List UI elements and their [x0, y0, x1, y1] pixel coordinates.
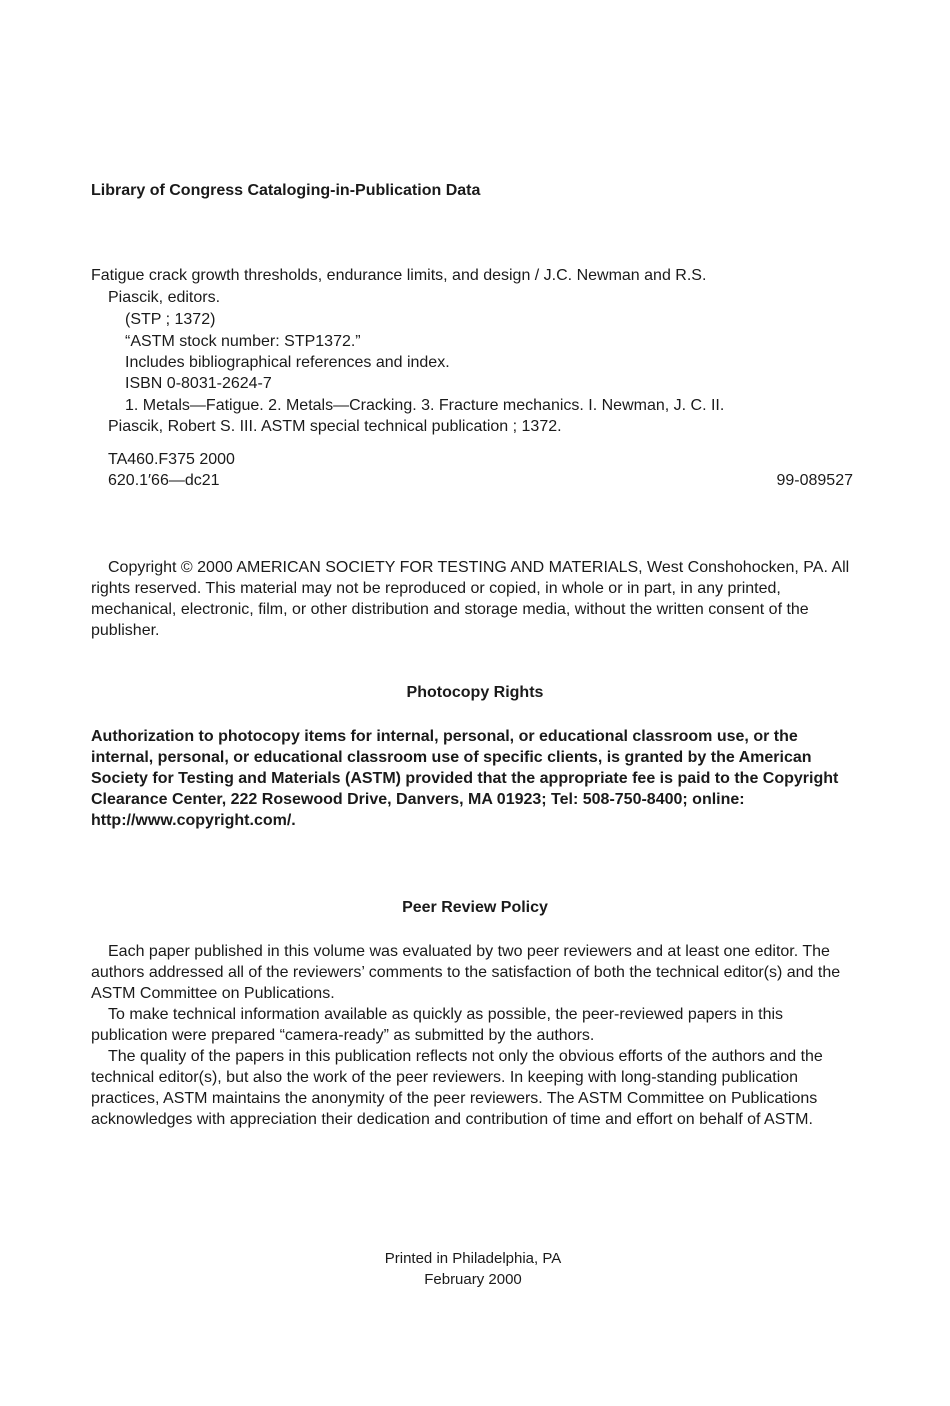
cip-heading: Library of Congress Cataloging-in-Publication Data: [91, 182, 481, 199]
peer-review-paragraph-1: Each paper published in this volume was evaluated by two peer reviewers and at least one editor. The authors addressed all of the reviewers’ comments to the satisfaction of both the technical editor(s) and the ASTM Committee on Publications.: [91, 943, 841, 1002]
cip-lccn: 99-089527: [776, 472, 853, 489]
copyright-notice: Copyright © 2000 AMERICAN SOCIETY FOR TESTING AND MATERIALS, West Conshohocken, PA. All rights reserved. This material may not be reproduced or copied, in whole or in part, in any printed, mechanical, electronic, film, or other distribution and storage media, without the written consent of the publisher.: [91, 559, 850, 639]
imprint-place: Printed in Philadelphia, PA: [384, 1250, 562, 1267]
photocopy-authorization: Authorization to photocopy items for internal, personal, or educational classroom use, or the internal, personal, or educational classroom use of specific clients, is granted by the American Society for Testing and Materials (ASTM) provided that the appropriate fee is paid to the Copyright Clearance Center, 222 Rosewood Drive, Danvers, MA 01923; Tel: 508-750-8400; online: http://www.copyright.com/.: [91, 728, 839, 829]
cip-title-line-2: Piascik, editors.: [108, 289, 221, 306]
cip-includes: Includes bibliographical references and index.: [125, 354, 450, 371]
cip-stock-number: “ASTM stock number: STP1372.”: [125, 333, 361, 350]
imprint-date: February 2000: [424, 1271, 522, 1288]
cip-subjects-line-2: Piascik, Robert S. III. ASTM special technical publication ; 1372.: [108, 418, 562, 435]
cip-title-line-1: Fatigue crack growth thresholds, endurance limits, and design / J.C. Newman and R.S.: [91, 267, 707, 284]
peer-review-heading: Peer Review Policy: [402, 899, 548, 916]
cip-call-number: TA460.F375 2000: [108, 451, 235, 468]
cip-series: (STP ; 1372): [125, 311, 216, 328]
peer-review-paragraph-2: To make technical information available as quickly as possible, the peer-reviewed papers in this publication were prepared “camera-ready” as submitted by the authors.: [91, 1006, 784, 1044]
cip-subjects-line-1: 1. Metals—Fatigue. 2. Metals—Cracking. 3. Fracture mechanics. I. Newman, J. C. II.: [125, 397, 725, 414]
cip-isbn: ISBN 0-8031-2624-7: [125, 375, 272, 392]
photocopy-heading: Photocopy Rights: [406, 684, 544, 701]
cip-dewey: 620.1′66—dc21: [108, 472, 220, 489]
peer-review-paragraph-3: The quality of the papers in this publication reflects not only the obvious efforts of the authors and the technical editor(s), but also the work of the peer reviewers. In keeping with long-standing publication practices, ASTM maintains the anonymity of the peer reviewers. The ASTM Committee on Publications acknowledges with appreciation their dedication and contribution of time and effort on behalf of ASTM.: [91, 1048, 823, 1128]
